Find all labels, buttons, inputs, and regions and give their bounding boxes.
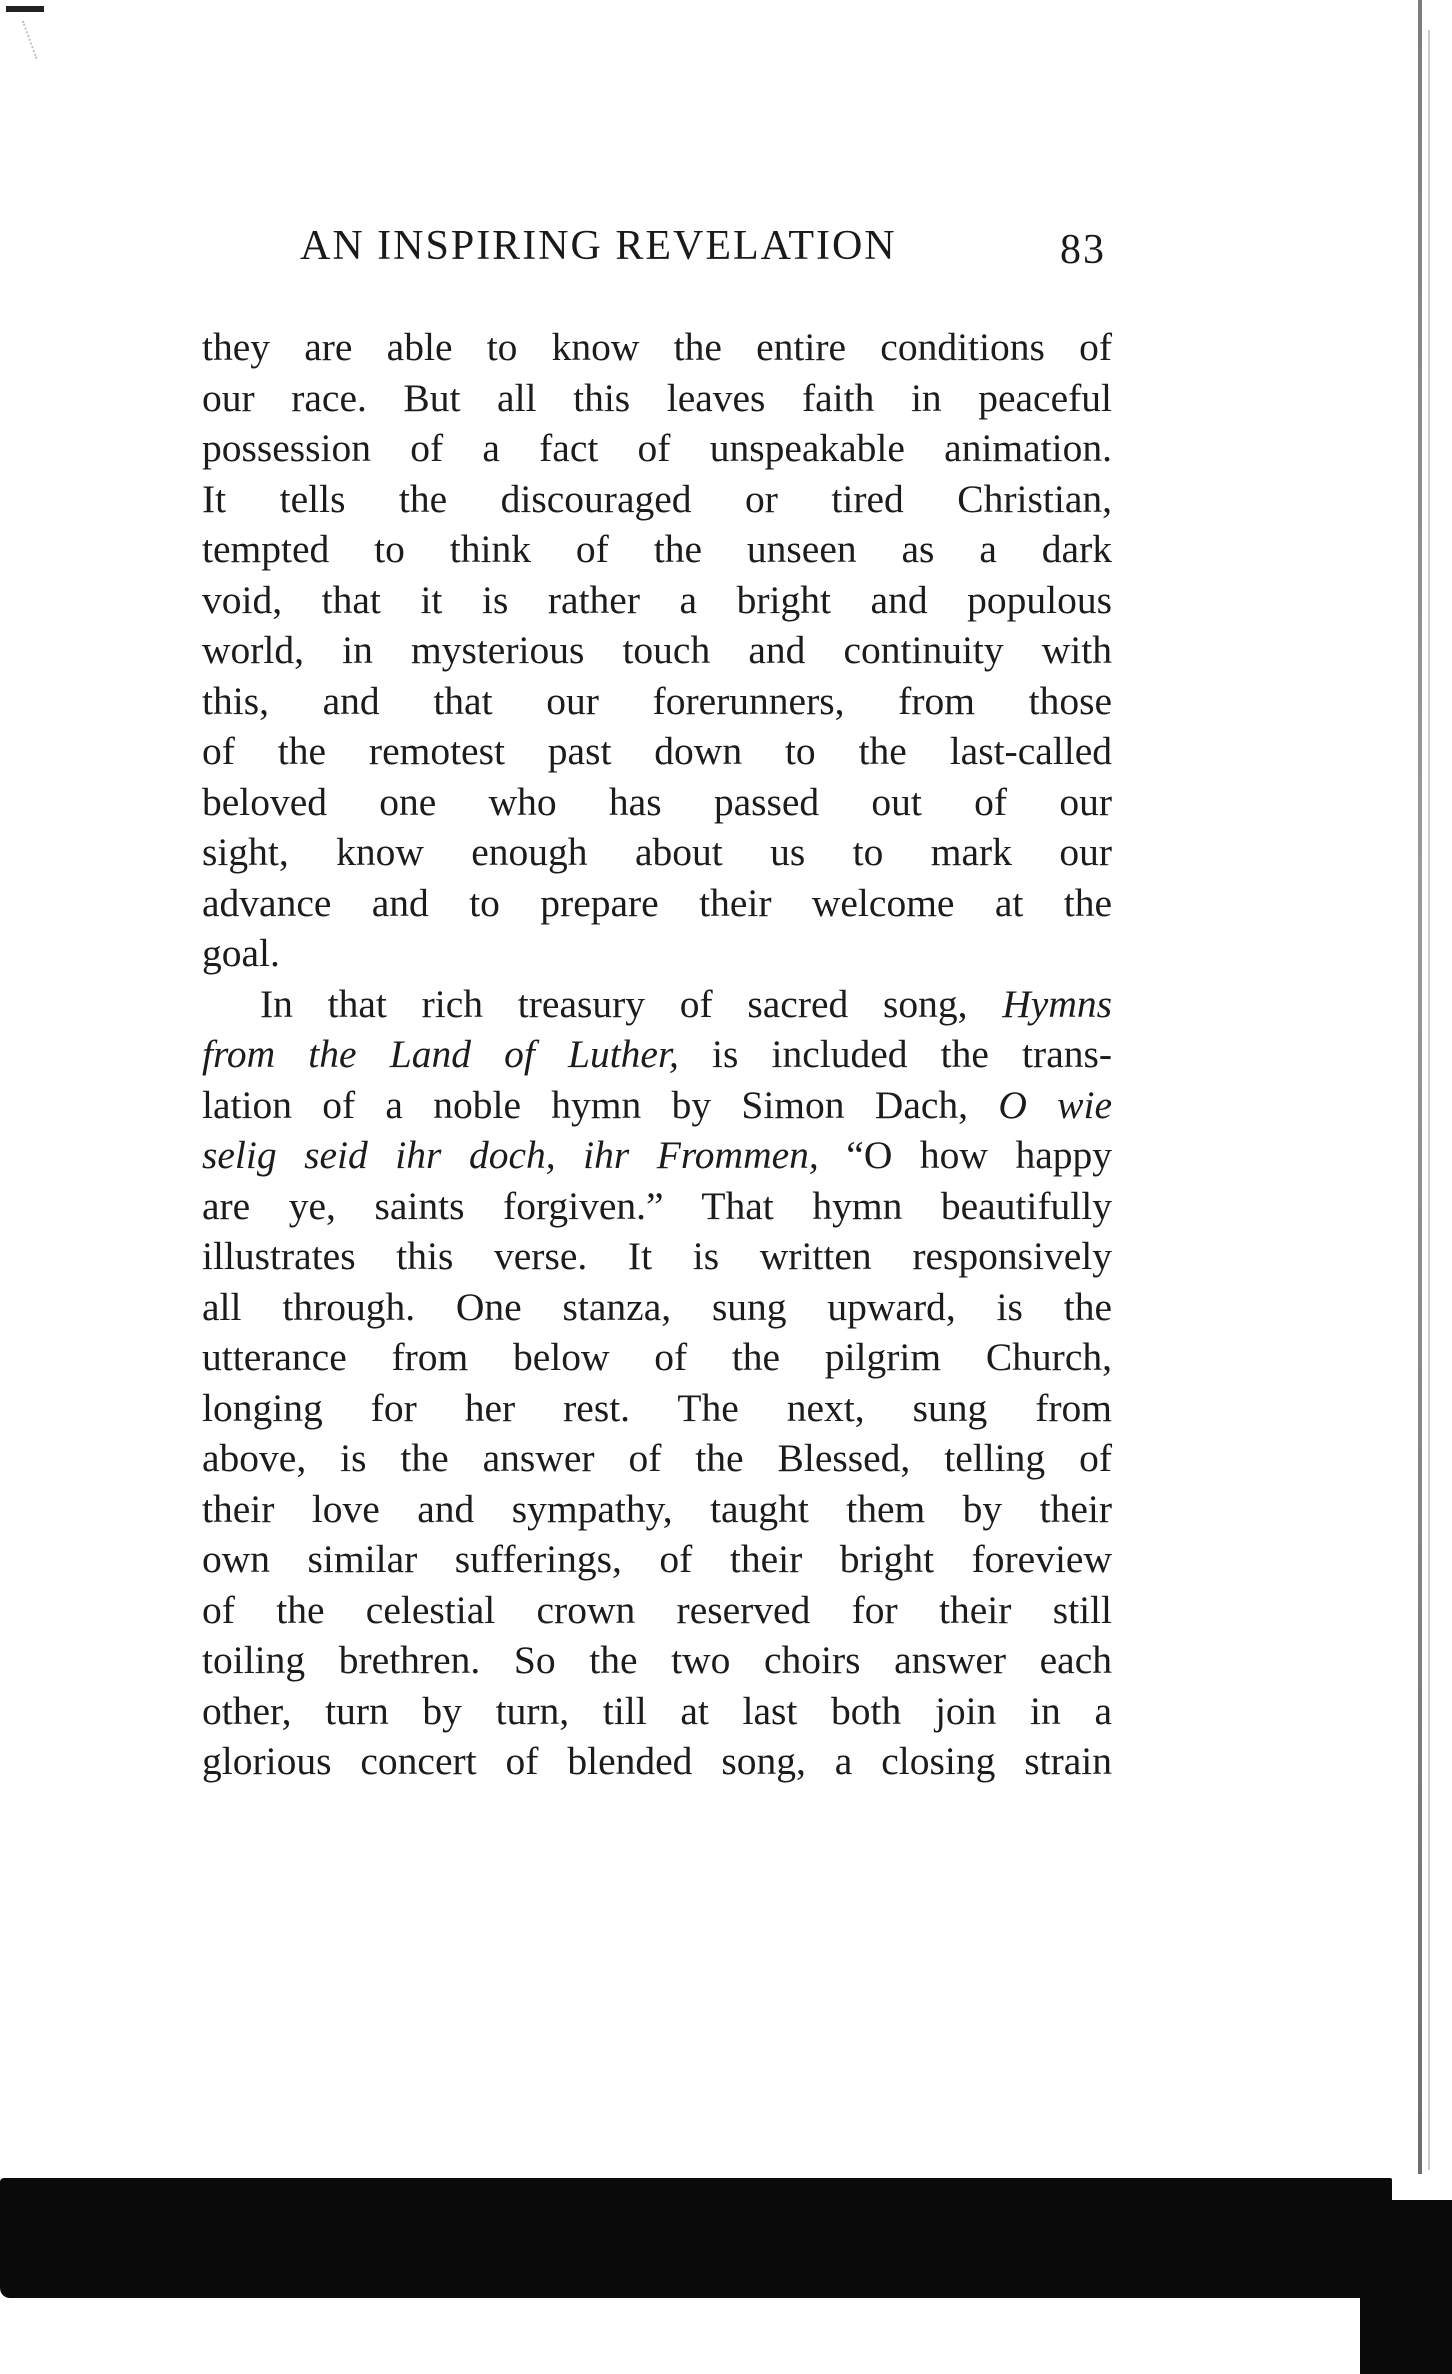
running-title: AN INSPIRING REVELATION [300, 223, 897, 269]
text-run: is included the trans- [678, 1032, 1112, 1076]
text-line: all through. One stanza, sung upward, is the [202, 1284, 1112, 1329]
text-line: our race. But all this leaves faith in peaceful [202, 375, 1112, 420]
text-line: are ye, saints forgiven.” That hymn beautifully [202, 1183, 1112, 1228]
page-edge-line [1418, 0, 1422, 2174]
text-line: other, turn by turn, till at last both join in a [202, 1688, 1112, 1733]
italic-title-run: Hymns [1002, 981, 1112, 1026]
text-line: they are able to know the entire conditions of [202, 325, 1112, 369]
text-line: It tells the discouraged or tired Christian, [202, 476, 1112, 521]
paragraph-line [202, 979, 1112, 1030]
running-head [300, 222, 1120, 282]
text-line: illustrates this verse. It is written responsively [202, 1234, 1112, 1278]
text-run: “O how happy [818, 1133, 1112, 1177]
text-line: longing for her rest. The next, sung from [202, 1385, 1112, 1430]
text-line: beloved one who has passed out of our [202, 779, 1112, 824]
scan-artifact-dots [22, 13, 58, 59]
text-line: world, in mysterious touch and continuity with [202, 628, 1112, 672]
paragraph-line [202, 1029, 1112, 1080]
text-line: possession of a fact of unspeakable animation. [202, 426, 1112, 470]
text-line: of the remotest past down to the last-called [202, 729, 1112, 773]
italic-german-run: O wie [998, 1082, 1112, 1127]
scan-dark-band-edge [1360, 2200, 1452, 2374]
text-line: tempted to think of the unseen as a dark [202, 527, 1112, 571]
italic-title-run: from the Land of Luther, [202, 1032, 679, 1076]
page-number: 83 [1060, 227, 1106, 273]
text-run: In that rich treasury of sacred song, [260, 981, 1003, 1026]
text-line: their love and sympathy, taught them by their [202, 1486, 1112, 1531]
body-text [202, 322, 1112, 1787]
scan-dark-band [0, 2178, 1392, 2298]
text-line: goal. [202, 931, 280, 975]
text-line: sight, know enough about us to mark our [202, 830, 1112, 874]
text-run: lation of a noble hymn by Simon Dach, [202, 1082, 999, 1127]
text-line: toiling brethren. So the two choirs answer each [202, 1638, 1112, 1682]
text-line: advance and to prepare their welcome at the [202, 880, 1112, 925]
text-line: this, and that our forerunners, from those [202, 678, 1112, 723]
text-line: own similar sufferings, of their bright foreview [202, 1537, 1112, 1581]
text-line: above, is the answer of the Blessed, telling of [202, 1436, 1112, 1480]
text-line: void, that it is rather a bright and populous [202, 577, 1112, 622]
scan-band-notch [1392, 2178, 1432, 2200]
text-line: utterance from below of the pilgrim Church, [202, 1335, 1112, 1379]
scan-artifact-mark [6, 6, 44, 12]
italic-german-run: selig seid ihr doch, ihr Frommen, [202, 1133, 819, 1177]
paragraph-line [202, 1130, 1112, 1181]
paragraph-line [202, 1080, 1112, 1131]
text-line: of the celestial crown reserved for their still [202, 1587, 1112, 1632]
page-edge-line-secondary [1428, 30, 1430, 2170]
text-line: glorious concert of blended song, a closing strain [202, 1739, 1112, 1783]
